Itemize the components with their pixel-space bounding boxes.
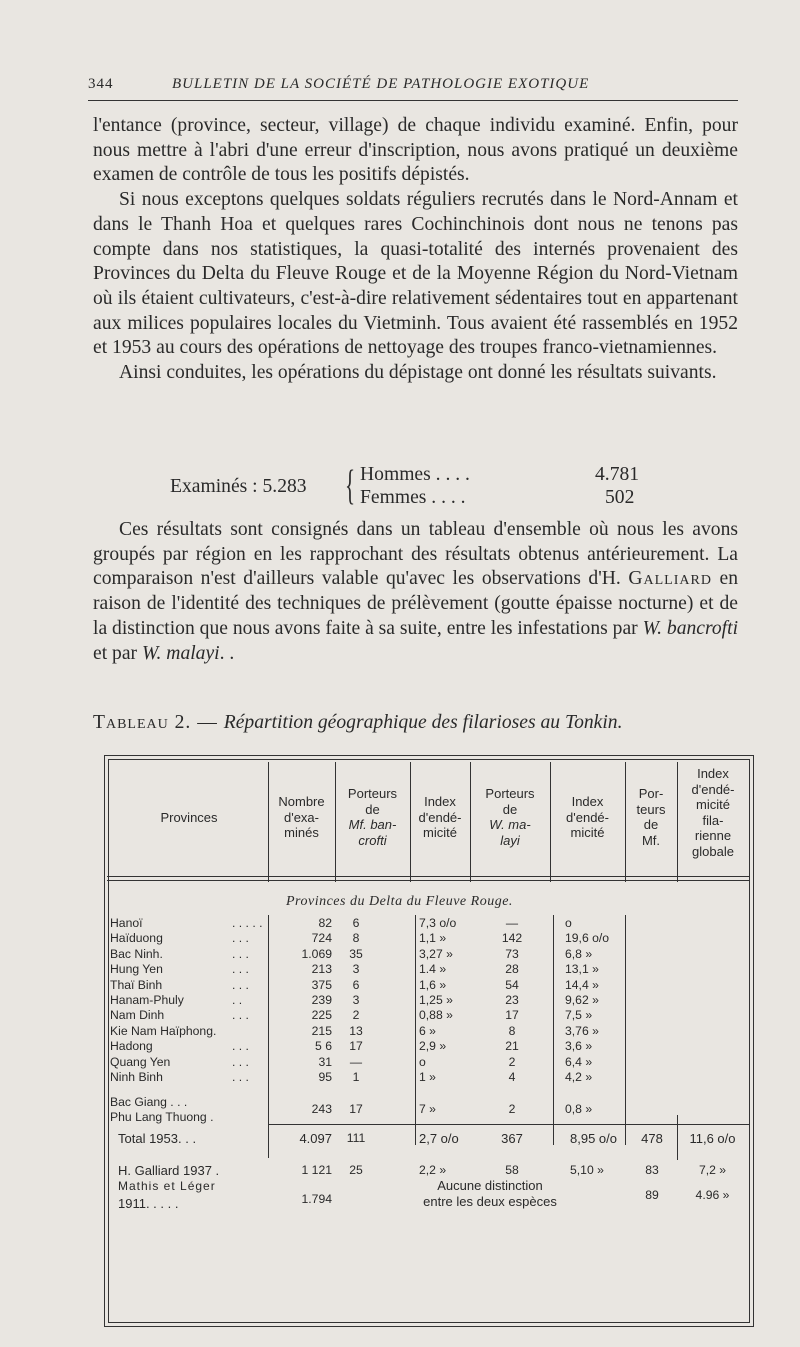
cell-pb: 6 — [352, 977, 360, 992]
cell-prov: Bac Ninh. — [110, 946, 163, 961]
galliard-ig: 7,2 » — [698, 1163, 727, 1177]
total-ig: 11,6 o/o — [689, 1131, 736, 1146]
cell-nb: 375 — [311, 977, 332, 992]
mathis-nb: 1.794 — [301, 1192, 332, 1206]
cell-im: o — [565, 916, 572, 930]
running-header — [88, 74, 738, 101]
cell-nb: 215 — [311, 1023, 332, 1038]
total-rule — [268, 1124, 750, 1125]
cell-dots: . . . — [232, 946, 249, 961]
cell-nb: 5 6 — [315, 1039, 332, 1054]
cell-nb: 1.069 — [301, 946, 332, 961]
cell-ib: 2,9 » — [419, 1039, 447, 1054]
cell-ib: 7,3 o/o — [419, 916, 457, 930]
cell-pm: 2 — [508, 1054, 516, 1069]
cell-pb: 17 — [349, 1102, 363, 1116]
cell-pm: — — [505, 916, 519, 930]
cell-nb: 724 — [311, 931, 332, 946]
cell-ib: 6 » — [419, 1023, 436, 1038]
prov-phu-lang-thuong: Phu Lang Thuong . — [110, 1110, 214, 1124]
cell-dots: . . . — [232, 1039, 249, 1054]
cell-prov: Hung Yen — [110, 962, 163, 977]
cell-im: 19,6 o/o — [565, 931, 610, 946]
cell-pb: 35 — [349, 946, 363, 961]
hdr-index-bancrofti: Index d'endé- micité — [418, 794, 462, 840]
mathis-note-2: entre les deux espèces — [423, 1194, 557, 1209]
table-caption: Tableau 2. — Répartition géographique des filarioses au Tonkin. — [93, 712, 623, 733]
cell-dots: . . . . . — [232, 916, 263, 930]
total-label: Total 1953. . . — [118, 1131, 197, 1146]
cell-ib: 1,25 » — [419, 993, 453, 1007]
cell-nb: 31 — [318, 1054, 332, 1069]
cell-ib: 7 » — [419, 1102, 436, 1116]
cell-prov: Hanam-Phuly — [110, 993, 184, 1007]
cell-ib: 1,6 » — [419, 977, 447, 992]
hdr-porteurs-malayi: Porteurs de W. ma- layi — [485, 786, 535, 848]
cell-pm: 28 — [505, 962, 519, 977]
cell-pm: 23 — [505, 993, 519, 1007]
total-ib: 2,7 o/o — [419, 1131, 459, 1146]
hdr-porteurs-bancrofti: Porteurs de Mf. ban- crofti — [347, 786, 398, 848]
cell-pm: 54 — [505, 977, 519, 992]
total-pb: 111 — [346, 1131, 366, 1145]
cell-pm: 21 — [505, 1039, 519, 1054]
galliard-ib: 2,2 » — [419, 1163, 447, 1177]
cell-pb: 17 — [349, 1039, 363, 1054]
body-text — [93, 114, 738, 386]
cell-prov: Haïduong — [110, 931, 163, 946]
body-text-2 — [93, 518, 738, 666]
cell-im: 13,1 » — [565, 962, 599, 977]
page-number: 344 — [88, 76, 114, 92]
galliard-nb: 1 121 — [301, 1163, 332, 1177]
cell-ib: 0,88 » — [419, 1008, 453, 1023]
cell-pm: 4 — [508, 1070, 516, 1084]
cell-prov: Hadong — [110, 1039, 153, 1054]
prov-bac-giang: Bac Giang . . . — [110, 1095, 188, 1109]
cell-ib: 1,1 » — [419, 931, 447, 946]
cell-ib: 3,27 » — [419, 946, 453, 961]
cell-pm: 73 — [505, 946, 519, 961]
paragraph-3: Ainsi conduites, les opérations du dépistage ont donné les résultats suivants. — [119, 362, 717, 384]
cell-pb: 6 — [352, 916, 360, 930]
examined-summary — [170, 465, 670, 510]
col-line — [268, 915, 269, 1158]
cell-im: 7,5 » — [565, 1008, 593, 1023]
hdr-provinces: Provinces — [160, 810, 218, 825]
cell-im: 6,8 » — [565, 946, 593, 961]
cell-prov: Thaï Binh — [110, 977, 163, 992]
mathis-label-2: 1911. . . . . — [118, 1196, 179, 1211]
cell-im: 0,8 » — [565, 1102, 593, 1116]
women-value: 502 — [605, 487, 635, 508]
hdr-nombre: Nombre d'exa- minés — [278, 794, 325, 840]
cell-nb: 82 — [318, 916, 332, 930]
col-line — [677, 1115, 678, 1160]
cell-prov: Nam Dinh — [110, 1008, 165, 1023]
total-pm: 367 — [501, 1131, 523, 1146]
header-rule — [107, 880, 750, 881]
cell-dots: . . . — [232, 1008, 249, 1023]
cell-pm: 2 — [508, 1102, 516, 1116]
women-label: Femmes . . . . — [360, 487, 466, 508]
mathis-ig: 4.96 » — [695, 1188, 730, 1202]
cell-nb: 239 — [311, 993, 332, 1007]
cell-prov: Ninh Binh — [110, 1070, 163, 1084]
cell-im: 9,62 » — [565, 993, 599, 1007]
cell-im: 14,4 » — [565, 977, 599, 992]
paragraph-4: Ces résultats sont consignés dans un tableau d'ensemble où nous les avons groupés par région en les rapprochant des résultats obtenus antérieurement. La comparaison n'est d'ailleurs valable qu'avec les observations d'H. Galliard en raison de l'identité des techniques de prélèvement (goutte épaisse nocturne) et de la distinction que nous avons faite à sa suite, entre les infestations par W. bancrofti et par W. malayi. . — [93, 519, 739, 664]
cell-pb: 3 — [352, 993, 360, 1007]
cell-nb: 213 — [311, 962, 332, 977]
cell-pb: 1 — [352, 1070, 360, 1084]
brace-symbol: { — [345, 463, 356, 509]
cell-pb: 13 — [349, 1023, 363, 1038]
cell-im: 6,4 » — [565, 1054, 593, 1069]
cell-pb: 8 — [352, 931, 360, 946]
total-im: 8,95 o/o — [570, 1131, 617, 1146]
total-nb: 4.097 — [299, 1131, 332, 1146]
galliard-pm: 58 — [505, 1163, 519, 1177]
header-rule — [107, 876, 750, 877]
paragraph-2: Si nous exceptons quelques soldats réguliers recrutés dans le Nord-Annam et dans le Thanh Hoa et quelques rares Cochinchinois dont nous ne tenons pas compte dans nos statistiques, la quasi-totalité des internés provenaient des Provinces du Delta du Fleuve Rouge et de la Moyenne Région du Nord-Vietnam où ils étaient cultivateurs, c'est-à-dire relativement sédentaires tout en appartenant aux milices populaires locales du Vietminh. Tous avaient été rassemblés en 1952 et 1953 au cours des opérations de nettoyage des troupes franco-vietnamiennes. — [93, 189, 738, 359]
section-title: Provinces du Delta du Fleuve Rouge. — [286, 894, 513, 909]
cell-dots: . . . — [232, 977, 249, 992]
mathis-note-1: Aucune distinction — [437, 1178, 543, 1193]
cell-pb: 3 — [352, 962, 360, 977]
cell-im: 4,2 » — [565, 1070, 593, 1084]
col-line — [415, 915, 416, 1145]
cell-prov: Kie Nam Haïphong. — [110, 1023, 217, 1038]
galliard-pf: 83 — [645, 1163, 659, 1177]
mathis-label-1: Mathis et Léger — [118, 1179, 216, 1193]
cell-ib: 1 » — [419, 1070, 436, 1084]
hdr-porteurs-mf: Por- teurs de Mf. — [636, 786, 666, 848]
galliard-label: H. Galliard 1937 . — [118, 1163, 220, 1178]
cell-ib: 1.4 » — [419, 962, 447, 977]
cell-prov: Quang Yen — [110, 1054, 171, 1069]
cell-dots: . . . — [232, 931, 249, 946]
cell-ib: o — [419, 1054, 426, 1069]
running-title: BULLETIN DE LA SOCIÉTÉ DE PATHOLOGIE EXOTIQUE — [172, 76, 590, 92]
cell-pm: 8 — [508, 1023, 516, 1038]
cell-im: 3,76 » — [565, 1023, 599, 1038]
men-label: Hommes . . . . — [360, 464, 470, 485]
hdr-index-global: Index d'endé- micité fila- rienne globale — [691, 766, 735, 859]
cell-dots: . . . — [232, 962, 249, 977]
cell-dots: . . . — [232, 1070, 249, 1084]
cell-dots: . . — [232, 993, 243, 1007]
cell-prov: Hanoï — [110, 916, 143, 930]
cell-nb: 225 — [311, 1008, 332, 1023]
men-value: 4.781 — [595, 464, 640, 485]
col-line — [553, 915, 554, 1145]
cell-pm: 17 — [505, 1008, 519, 1023]
galliard-im: 5,10 » — [570, 1163, 604, 1177]
cell-dots: . . . — [232, 1054, 249, 1069]
col-line — [625, 915, 626, 1145]
total-pf: 478 — [641, 1131, 663, 1146]
hdr-index-malayi: Index d'endé- micité — [566, 794, 609, 840]
mathis-pf: 89 — [645, 1188, 659, 1202]
cell-pm: 142 — [501, 931, 523, 946]
cell-nb: 95 — [318, 1070, 332, 1084]
cell-pb: — — [349, 1054, 363, 1069]
cell-nb: 243 — [311, 1102, 332, 1116]
cell-im: 3,6 » — [565, 1039, 593, 1054]
cell-pb: 2 — [352, 1008, 360, 1023]
examined-label: Examinés : 5.283 — [170, 476, 307, 497]
galliard-pb: 25 — [349, 1163, 363, 1177]
paragraph-1: l'entance (province, secteur, village) de chaque individu examiné. Enfin, pour nous mettre à l'abri d'une erreur d'inscription, nous avons pratiqué un deuxième examen de contrôle de tous les positifs dépistés. — [93, 115, 738, 186]
